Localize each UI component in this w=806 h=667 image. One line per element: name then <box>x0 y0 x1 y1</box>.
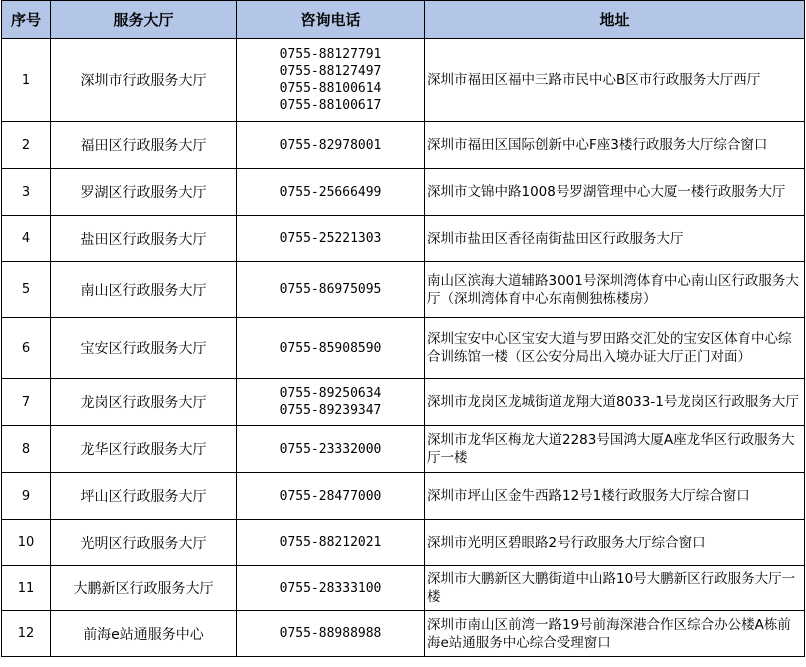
table-row <box>2 426 805 473</box>
service-hall-name: 南山区行政服务大厅 <box>51 262 237 318</box>
service-hall-name: 大鹏新区行政服务大厅 <box>51 566 237 611</box>
address-text: 深圳宝安中心区宝安大道与罗田路交汇处的宝安区体育中心综合训练馆一楼（区公安分局出入境办证大厅正门对面） <box>425 318 805 379</box>
address-text: 深圳市南山区前湾一路19号前海深港合作区综合办公楼A栋前海e站通服务中心综合受理窗口 <box>425 611 805 657</box>
row-index: 2 <box>2 122 51 169</box>
service-hall-name: 龙岗区行政服务大厅 <box>51 379 237 426</box>
phone-cell <box>237 426 425 473</box>
service-hall-name: 光明区行政服务大厅 <box>51 520 237 566</box>
phone-number: 0755-88127791 <box>279 47 382 62</box>
phone-number: 0755-28333100 <box>279 580 382 596</box>
phone-number: 0755-88127497 <box>279 64 382 79</box>
service-hall-name: 宝安区行政服务大厅 <box>51 318 237 379</box>
table-row <box>2 379 805 426</box>
header-service-hall: 服务大厅 <box>51 1 237 39</box>
service-hall-name: 福田区行政服务大厅 <box>51 122 237 169</box>
row-index: 12 <box>2 611 51 657</box>
address-text: 深圳市龙华区梅龙大道2283号国鸿大厦A座龙华区行政服务大厅一楼 <box>425 426 805 473</box>
row-index: 1 <box>2 39 51 122</box>
table-header-row <box>2 1 805 39</box>
phone-cell <box>237 566 425 611</box>
address-text: 深圳市盐田区香径南街盐田区行政服务大厅 <box>425 216 805 262</box>
phone-number: 0755-85908590 <box>279 340 382 356</box>
row-index: 10 <box>2 520 51 566</box>
row-index: 6 <box>2 318 51 379</box>
phone-cell <box>237 611 425 657</box>
row-index: 5 <box>2 262 51 318</box>
table-row <box>2 473 805 520</box>
service-hall-name: 坪山区行政服务大厅 <box>51 473 237 520</box>
service-hall-name: 深圳市行政服务大厅 <box>51 39 237 122</box>
service-hall-table <box>1 0 805 657</box>
header-index: 序号 <box>2 1 51 39</box>
address-text: 深圳市坪山区金牛西路12号1楼行政服务大厅综合窗口 <box>425 473 805 520</box>
table-row <box>2 318 805 379</box>
phone-cell <box>237 318 425 379</box>
row-index: 4 <box>2 216 51 262</box>
phone-number: 0755-88100614 <box>279 81 382 96</box>
phone-cell <box>237 262 425 318</box>
phone-cell <box>237 216 425 262</box>
phone-cell <box>237 473 425 520</box>
table-body <box>2 39 805 657</box>
phone-number: 0755-25221303 <box>279 231 382 246</box>
phone-number: 0755-88100617 <box>279 98 382 113</box>
phone-number: 0755-23332000 <box>279 441 382 457</box>
address-text: 深圳市文锦中路1008号罗湖管理中心大厦一楼行政服务大厅 <box>425 169 805 216</box>
phone-number: 0755-89250634 <box>279 386 382 401</box>
phone-number: 0755-89239347 <box>279 403 382 418</box>
row-index: 11 <box>2 566 51 611</box>
address-text: 深圳市福田区国际创新中心F座3楼行政服务大厅综合窗口 <box>425 122 805 169</box>
table-row <box>2 262 805 318</box>
address-text: 深圳市龙岗区龙城街道龙翔大道8033-1号龙岗区行政服务大厅 <box>425 379 805 426</box>
table-row <box>2 39 805 122</box>
header-address: 地址 <box>425 1 805 39</box>
phone-number: 0755-82978001 <box>279 137 382 153</box>
row-index: 3 <box>2 169 51 216</box>
phone-cell <box>237 520 425 566</box>
table-row <box>2 566 805 611</box>
table-row <box>2 169 805 216</box>
table-row <box>2 611 805 657</box>
header-phone: 咨询电话 <box>237 1 425 39</box>
row-index: 8 <box>2 426 51 473</box>
service-hall-name: 罗湖区行政服务大厅 <box>51 169 237 216</box>
row-index: 9 <box>2 473 51 520</box>
phone-number: 0755-88988988 <box>279 626 382 641</box>
address-text: 深圳市光明区碧眼路2号行政服务大厅综合窗口 <box>425 520 805 566</box>
address-text: 南山区滨海大道辅路3001号深圳湾体育中心南山区行政服务大厅（深圳湾体育中心东南侧独栋楼房） <box>425 262 805 318</box>
table-row <box>2 520 805 566</box>
phone-number: 0755-25666499 <box>279 184 382 200</box>
table-row <box>2 216 805 262</box>
address-text: 深圳市福田区福中三路市民中心B区市行政服务大厅西厅 <box>425 39 805 122</box>
phone-number: 0755-28477000 <box>279 488 382 504</box>
table-row <box>2 122 805 169</box>
phone-cell <box>237 379 425 426</box>
phone-cell <box>237 122 425 169</box>
service-hall-name: 前海e站通服务中心 <box>51 611 237 657</box>
phone-number: 0755-86975095 <box>279 282 382 297</box>
service-hall-name: 盐田区行政服务大厅 <box>51 216 237 262</box>
phone-number: 0755-88212021 <box>279 535 382 550</box>
address-text: 深圳市大鹏新区大鹏街道中山路10号大鹏新区行政服务大厅一楼 <box>425 566 805 611</box>
phone-cell <box>237 39 425 122</box>
row-index: 7 <box>2 379 51 426</box>
service-hall-name: 龙华区行政服务大厅 <box>51 426 237 473</box>
phone-cell <box>237 169 425 216</box>
